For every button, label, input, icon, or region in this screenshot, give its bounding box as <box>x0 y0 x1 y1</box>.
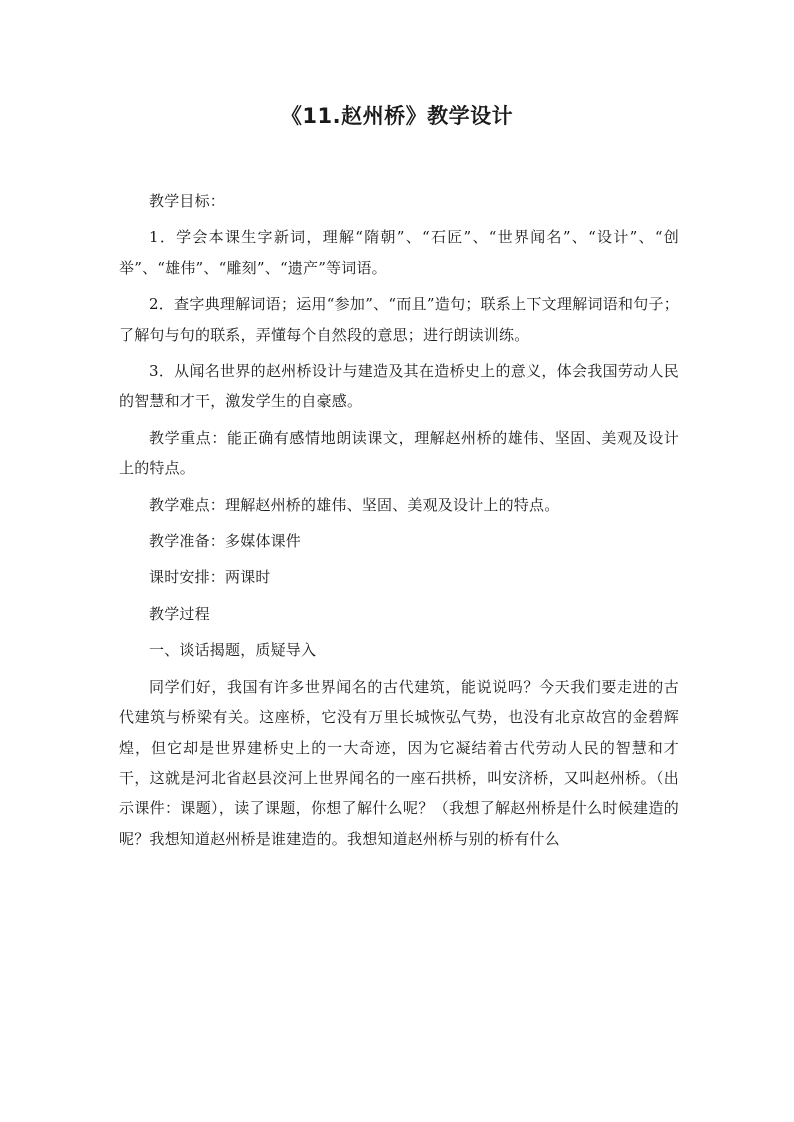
paragraph-objective-2: 2．查字典理解词语；运用“参加”、“而且”造句；联系上下文理解词语和句子；了解句与句的联系，弄懂每个自然段的意思；进行朗读训练。 <box>119 295 679 344</box>
paragraph-objective-3: 3．从闻名世界的赵州桥设计与建造及其在造桥史上的意义，体会我国劳动人民的智慧和才干，激发学生的自豪感。 <box>119 362 679 411</box>
paragraph-objective-1: 1．学会本课生字新词，理解“隋朝”、“石匠”、“世界闻名”、“设计”、“创举”、“雄伟”、“雕刻”、“遗产”等词语。 <box>119 228 679 277</box>
document-title: 《11.赵州桥》教学设计 <box>280 104 514 128</box>
paragraph-introduction: 同学们好，我国有许多世界闻名的古代建筑，能说说吗？今天我们要走进的古代建筑与桥梁有关。这座桥，它没有万里长城恢弘气势，也没有北京故宫的金碧辉煌，但它却是世界建桥史上的一大奇迹，因为它凝结着古代劳动人民的智慧和才干，这就是河北省赵县洨河上世界闻名的一座石拱桥，叫安济桥，又叫赵州桥。（出示课件：课题），读了课题，你想了解什么呢？（我想了解赵州桥是什么时候建造的呢？我想知道赵州桥是谁建造的。我想知道赵州桥与别的桥有什么 <box>119 677 679 848</box>
paragraph-key-points: 教学重点：能正确有感情地朗读课文，理解赵州桥的雄伟、坚固、美观及设计上的特点。 <box>119 428 679 478</box>
paragraph-preparation: 教学准备：多媒体课件 <box>149 532 302 551</box>
paragraph-section-1-heading: 一、谈话揭题，质疑导入 <box>149 641 317 660</box>
paragraph-objectives-heading: 教学目标： <box>149 192 226 210</box>
paragraph-process-heading: 教学过程 <box>149 604 210 623</box>
document-body <box>119 186 679 860</box>
paragraph-difficulties: 教学难点：理解赵州桥的雄伟、坚固、美观及设计上的特点。 <box>149 495 560 514</box>
paragraph-schedule: 课时安排：两课时 <box>149 568 271 587</box>
